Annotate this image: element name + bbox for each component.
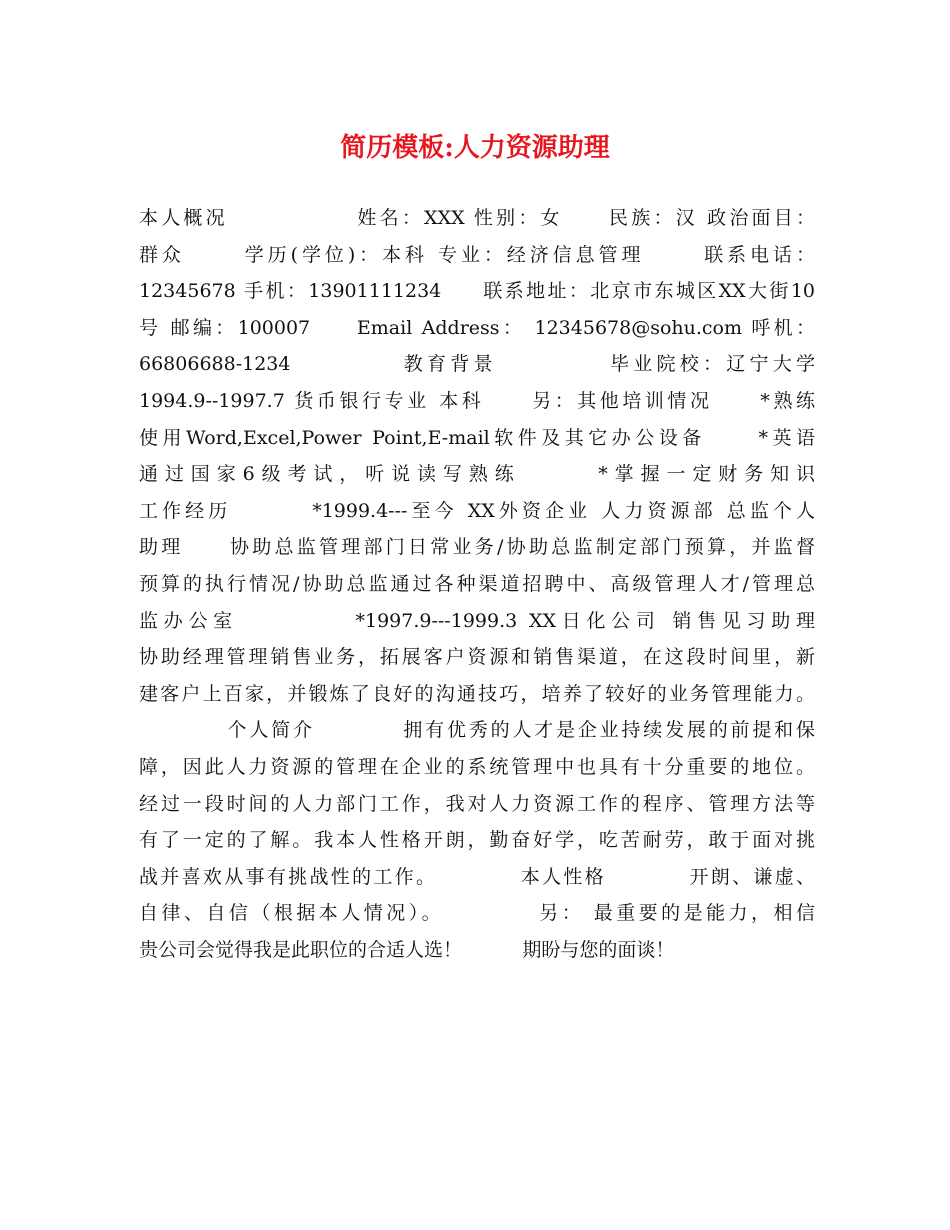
body-line-3: 12345678 手机：13901111234 联系地址：北京市东城区XX大街10 xyxy=(139,280,815,303)
body-line-18: 有了一定的了解。我本人性格开朗，勤奋好学，吃苦耐劳，敢于面对挑 xyxy=(139,829,815,852)
body-line-8: 通过国家6级考试，听说读写熟练 *掌握一定财务知识 xyxy=(139,463,815,486)
body-line-12: 监办公室 *1997.9---1999.3 XX日化公司 销售见习助理 xyxy=(139,609,815,632)
body-line-7: 使用Word,Excel,Power Point,E-mail软件及其它办公设备 *英语 xyxy=(139,426,815,449)
body-line-13: 协助经理管理销售业务，拓展客户资源和销售渠道，在这段时间里，新 xyxy=(139,646,815,669)
body-line-1: 本人概况 姓名：XXX 性别：女 民族：汉 政治面目： xyxy=(139,207,815,229)
body-line-2: 群众 学历(学位)：本科 专业：经济信息管理 联系电话： xyxy=(139,243,815,266)
body-line-4: 号 邮编：100007 Email Address： 12345678@sohu.com 呼机： xyxy=(139,316,815,339)
body-line-10: 助理 协助总监管理部门日常业务/协助总监制定部门预算，并监督 xyxy=(139,536,815,559)
body-line-9: 工作经历 *1999.4---至今 XX外资企业 人力资源部 总监个人 xyxy=(139,499,815,522)
body-line-6: 1994.9--1997.7 货币银行专业 本科 另：其他培训情况 *熟练 xyxy=(139,389,815,412)
body-line-19: 战并喜欢从事有挑战性的工作。 本人性格 开朗、谦虚、 xyxy=(139,865,815,888)
body-line-17: 经过一段时间的人力部门工作，我对人力资源工作的程序、管理方法等 xyxy=(139,792,815,815)
body-line-5: 66806688-1234 教育背景 毕业院校：辽宁大学 xyxy=(139,353,815,376)
body-line-16: 障，因此人力资源的管理在企业的系统管理中也具有十分重要的地位。 xyxy=(139,755,815,778)
body-line-20: 自律、自信（根据本人情况）。 另： 最重要的是能力，相信 xyxy=(139,902,815,925)
body-line-14: 建客户上百家，并锻炼了良好的沟通技巧，培养了较好的业务管理能力。 xyxy=(139,682,815,705)
body-line-11: 预算的执行情况/协助总监通过各种渠道招聘中、高级管理人才/管理总 xyxy=(139,572,815,595)
body-line-21: 贵公司会觉得我是此职位的合适人选！ 期盼与您的面谈！ xyxy=(139,938,675,961)
document-body xyxy=(139,200,815,968)
body-line-15: 个人简介 拥有优秀的人才是企业持续发展的前提和保 xyxy=(139,719,815,742)
page-title: 简历模板:人力资源助理 xyxy=(340,133,610,163)
